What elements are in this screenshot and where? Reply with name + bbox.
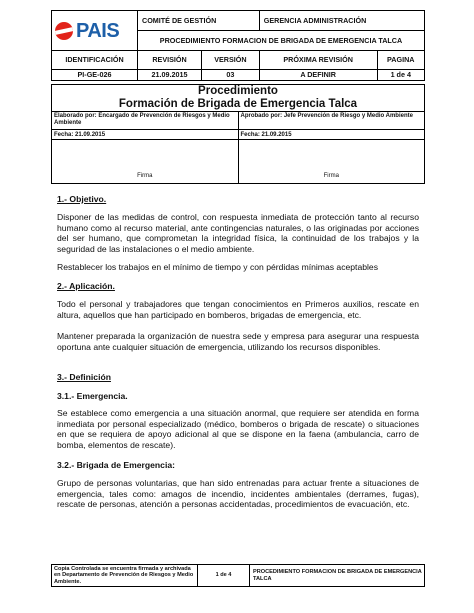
firma-elaborado: Firma: [52, 140, 239, 184]
label-identificacion: IDENTIFICACIÓN: [52, 51, 138, 70]
procedure-title: Procedimiento: [52, 85, 425, 98]
company-logo: [55, 20, 137, 42]
section-definicion-title: 3.- Definición: [57, 372, 111, 382]
value-version: 03: [202, 70, 260, 81]
firma-aprobado: Firma: [238, 140, 425, 184]
value-proxima-revision: A DEFINIR: [259, 70, 377, 81]
subsection-emergencia-paragraph: Se establece como emergencia a una situación anormal, que requiere ser atendida en forma inmediata por personal especializado (médico, bomberos o brigada de rescate) o situaciones en que se requiera de apoyo adicional al que se dispone en la faena (ambulancia, carro de bomba, elementos de rescate).: [57, 408, 419, 450]
label-version: VERSIÓN: [202, 51, 260, 70]
procedure-name: PROCEDIMIENTO FORMACION DE BRIGADA DE EMERGENCIA TALCA: [138, 31, 425, 51]
procedure-subtitle: Formación de Brigada de Emergencia Talca: [52, 98, 425, 112]
label-proxima-revision: PRÓXIMA REVISIÓN: [259, 51, 377, 70]
fecha-elaborado: Fecha: 21.09.2015: [52, 130, 239, 140]
gerencia-label: GERENCIA ADMINISTRACIÓN: [259, 11, 424, 31]
section-objetivo-paragraph-2: Restablecer los trabajos en el mínimo de tiempo y con pérdidas mínimas aceptables: [57, 262, 378, 272]
section-aplicacion-title: 2.- Aplicación.: [57, 281, 115, 291]
footer-procedure-title: PROCEDIMIENTO FORMACION DE BRIGADA DE EMERGENCIA TALCA: [250, 565, 425, 587]
section-aplicacion-paragraph-2: Mantener preparada la organización de nuestra sede y empresa para asegurar una respuesta oportuna ante cualquier situación de emergencia, utilizando los recursos disponibles.: [57, 331, 419, 352]
subsection-brigada-title: 3.2.- Brigada de Emergencia:: [57, 460, 175, 470]
comite-label: COMITÉ DE GESTIÓN: [138, 11, 260, 31]
label-revision: REVISIÓN: [138, 51, 202, 70]
footer-page-number: 1 de 4: [198, 565, 250, 587]
subsection-emergencia-title: 3.1.- Emergencia.: [57, 391, 128, 401]
fecha-aprobado: Fecha: 21.09.2015: [238, 130, 425, 140]
elaborado-por: Elaborado por: Encargado de Prevención de Riesgos y Medio Ambiente: [52, 112, 239, 130]
value-identificacion: PI-GE-026: [52, 70, 138, 81]
value-pagina: 1 de 4: [377, 70, 424, 81]
logo-cell: [52, 11, 138, 51]
subsection-brigada-paragraph: Grupo de personas voluntarias, que han sido entrenadas para actuar frente a situaciones de emergencia, tales como: amagos de incendio, incidentes ambientales (derrames, fugas), rescate de personas, atención a personas accidentadas, procedimientos de evacuación, etc.: [57, 478, 419, 510]
aprobado-por: Aprobado por: Jefe Prevención de Riesgo y Medio Ambiente: [238, 112, 425, 130]
document-footer: [51, 564, 425, 587]
procedure-box: [51, 84, 425, 184]
section-aplicacion-paragraph-1: Todo el personal y trabajadores que tengan conocimientos en Primeros auxilios, rescate en altura, aquellos que han participado en bomberos, brigadas de emergencia, etc.: [57, 299, 419, 320]
label-pagina: PAGINA: [377, 51, 424, 70]
value-revision: 21.09.2015: [138, 70, 202, 81]
section-objetivo-paragraph-1: Disponer de las medidas de control, con respuesta inmediata de protección tanto al recurso humano como al recurso material, ante contingencias naturales, o las originadas por acciones del ser humano, que comprometan la integridad física, la continuidad de los trabajos y la seguridad de las instalaciones o el medio ambiente.: [57, 212, 419, 254]
logo-mark-icon: [55, 22, 73, 40]
footer-controlled-copy: Copia Controlada se encuentra firmada y archivada en Departamento de Prevención de Riesgos y Medio Ambiente.: [52, 565, 198, 587]
document-header: [51, 10, 425, 81]
logo-text: PAIS: [76, 19, 120, 42]
section-objetivo-title: 1.- Objetivo.: [57, 194, 107, 204]
